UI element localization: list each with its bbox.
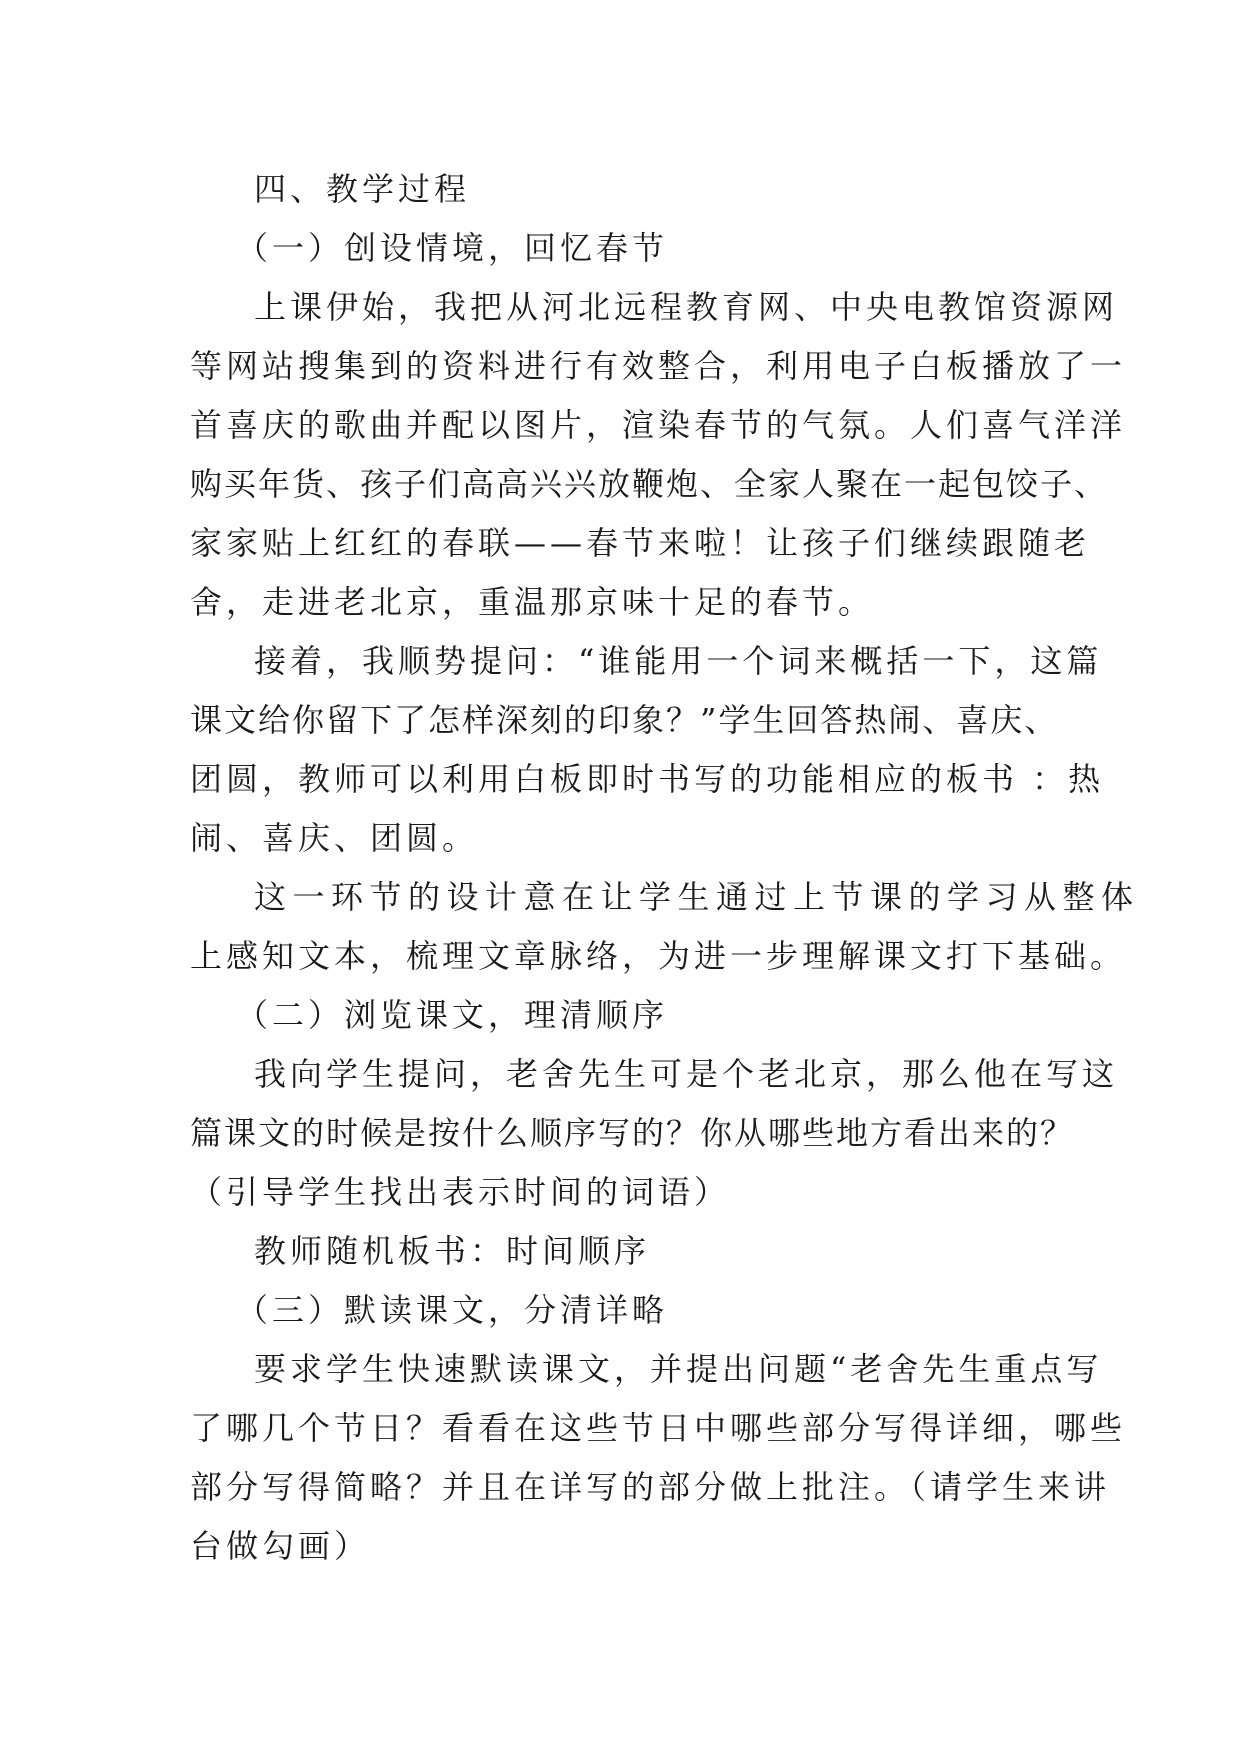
paragraph-line: 部分写得简略？并且在详写的部分做上批注。（请学生来讲 <box>190 1468 1111 1506</box>
paragraph-line: 要求学生快速默读课文，并提出问题“老舍先生重点写 <box>254 1350 1103 1388</box>
paragraph-line: 接着，我顺势提问：“谁能用一个词来概括一下，这篇 <box>254 642 1103 680</box>
paragraph-line: 了哪几个节日？看看在这些节日中哪些部分写得详细，哪些 <box>190 1409 1127 1447</box>
subsection-heading-2: （二）浏览课文，理清顺序 <box>236 996 669 1034</box>
paragraph-silent-reading <box>190 1340 1127 1576</box>
paragraph-line: 台做勾画） <box>190 1527 371 1565</box>
paragraph-line: 团圆，教师可以利用白板即时书写的功能相应的板书 ：热 <box>190 760 1105 798</box>
paragraph-line: 购买年货、孩子们高高兴兴放鞭炮、全家人聚在一起包饺子、 <box>190 465 1109 503</box>
section-title: 四、教学过程 <box>254 170 471 208</box>
paragraph-line: 篇课文的时候是按什么顺序写的？你从哪些地方看出来的？ <box>190 1114 1075 1152</box>
paragraph-line: 教师随机板书：时间顺序 <box>254 1232 651 1270</box>
paragraph-line: （引导学生找出表示时间的词语） <box>190 1173 731 1211</box>
paragraph-line: 闹、喜庆、团圆。 <box>190 819 479 857</box>
subsection-heading-3: （三）默读课文，分清详略 <box>236 1291 669 1329</box>
paragraph-line: 家家贴上红红的春联——春节来啦！让孩子们继续跟随老 <box>190 524 1091 562</box>
paragraph-line: 这一环节的设计意在让学生通过上节课的学习从整体 <box>254 878 1140 916</box>
paragraph-board-note <box>190 1222 1070 1281</box>
paragraph-line: 等网站搜集到的资料进行有效整合，利用电子白板播放了一 <box>190 347 1127 385</box>
paragraph-line: 上感知文本，梳理文章脉络，为进一步理解课文打下基础。 <box>190 937 1127 975</box>
document-body <box>190 160 1140 1576</box>
paragraph-line: 课文给你留下了怎样深刻的印象？”学生回答热闹、喜庆、 <box>190 701 1059 739</box>
paragraph-intro <box>190 278 1127 632</box>
subsection-heading-1: （一）创设情境，回忆春节 <box>236 229 669 267</box>
paragraph-line: 首喜庆的歌曲并配以图片，渲染春节的气氛。人们喜气洋洋 <box>190 406 1127 444</box>
paragraph-design-intent <box>190 868 1140 986</box>
paragraph-sequence <box>190 1045 1119 1222</box>
paragraph-line: 舍，走进老北京，重温那京味十足的春节。 <box>190 583 875 621</box>
paragraph-line: 上课伊始，我把从河北远程教育网、中央电教馆资源网 <box>254 288 1119 326</box>
paragraph-question <box>190 632 1105 868</box>
paragraph-line: 我向学生提问，老舍先生可是个老北京，那么他在写这 <box>254 1055 1119 1093</box>
